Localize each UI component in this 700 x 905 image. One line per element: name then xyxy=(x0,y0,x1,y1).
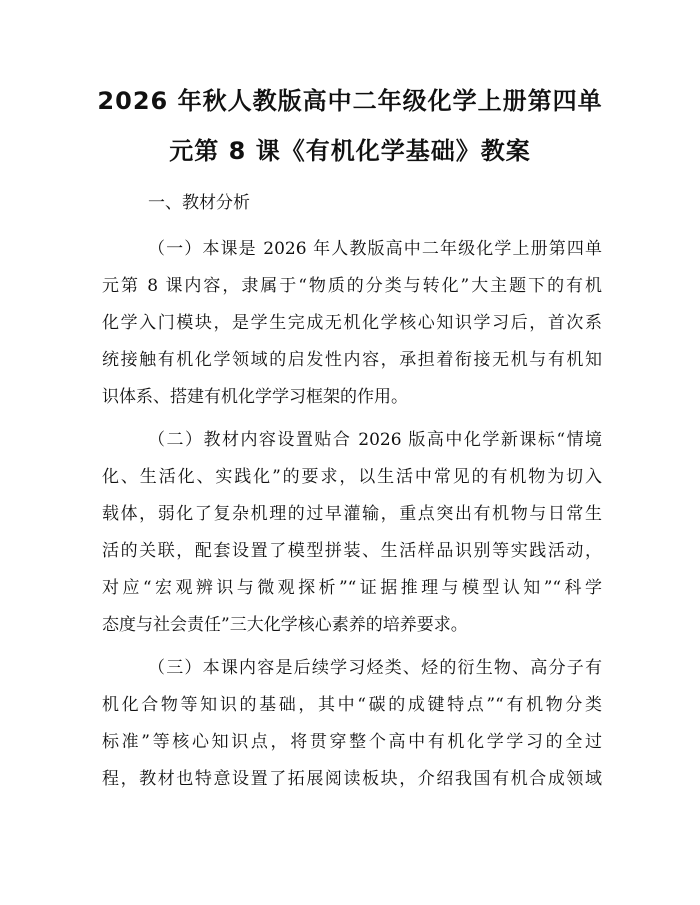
paragraph-line: 活的关联，配套设置了模型拼装、生活样品识别等实践活动， xyxy=(102,541,602,561)
paragraph-line: （三）本课内容是后续学习烃类、烃的衍生物、高分子有 xyxy=(148,658,602,678)
paragraph-line: 载体，弱化了复杂机理的过早灌输，重点突出有机物与日常生 xyxy=(102,504,602,524)
paragraph-line: 程，教材也特意设置了拓展阅读板块，介绍我国有机合成领域 xyxy=(102,769,602,789)
paragraph-3 xyxy=(102,656,602,804)
paragraph-line: （一）本课是 2026 年人教版高中二年级化学上册第四单 xyxy=(148,239,602,259)
paragraph-line: （二）教材内容设置贴合 2026 版高中化学新课标“情境 xyxy=(148,430,602,450)
document-title-line-1: 2026 年秋人教版高中二年级化学上册第四单 xyxy=(97,87,603,115)
paragraph-line: 识体系、搭建有机化学学习框架的作用。 xyxy=(102,387,408,407)
paragraph-line: 统接触有机化学领域的启发性内容，承担着衔接无机与有机知 xyxy=(102,350,602,370)
paragraph-line: 化学入门模块，是学生完成无机化学核心知识学习后，首次系 xyxy=(102,313,602,333)
paragraph-line: 标准”等核心知识点，将贯穿整个高中有机化学学习的全过 xyxy=(102,732,602,752)
paragraph-line: 对应“宏观辨识与微观探析”“证据推理与模型认知”“科学 xyxy=(102,578,602,598)
paragraph-1 xyxy=(102,237,602,422)
paragraph-line: 机化合物等知识的基础，其中“碳的成键特点”“有机物分类 xyxy=(102,695,602,715)
document-title-line-2: 元第 8 课《有机化学基础》教案 xyxy=(169,137,531,165)
paragraph-line: 态度与社会责任”三大化学核心素养的培养要求。 xyxy=(102,615,468,635)
paragraph-2 xyxy=(102,428,602,650)
paragraph-line: 元第 8 课内容，隶属于“物质的分类与转化”大主题下的有机 xyxy=(102,276,602,296)
section-heading: 一、教材分析 xyxy=(148,193,250,213)
paragraph-line: 化、生活化、实践化”的要求，以生活中常见的有机物为切入 xyxy=(102,467,602,487)
